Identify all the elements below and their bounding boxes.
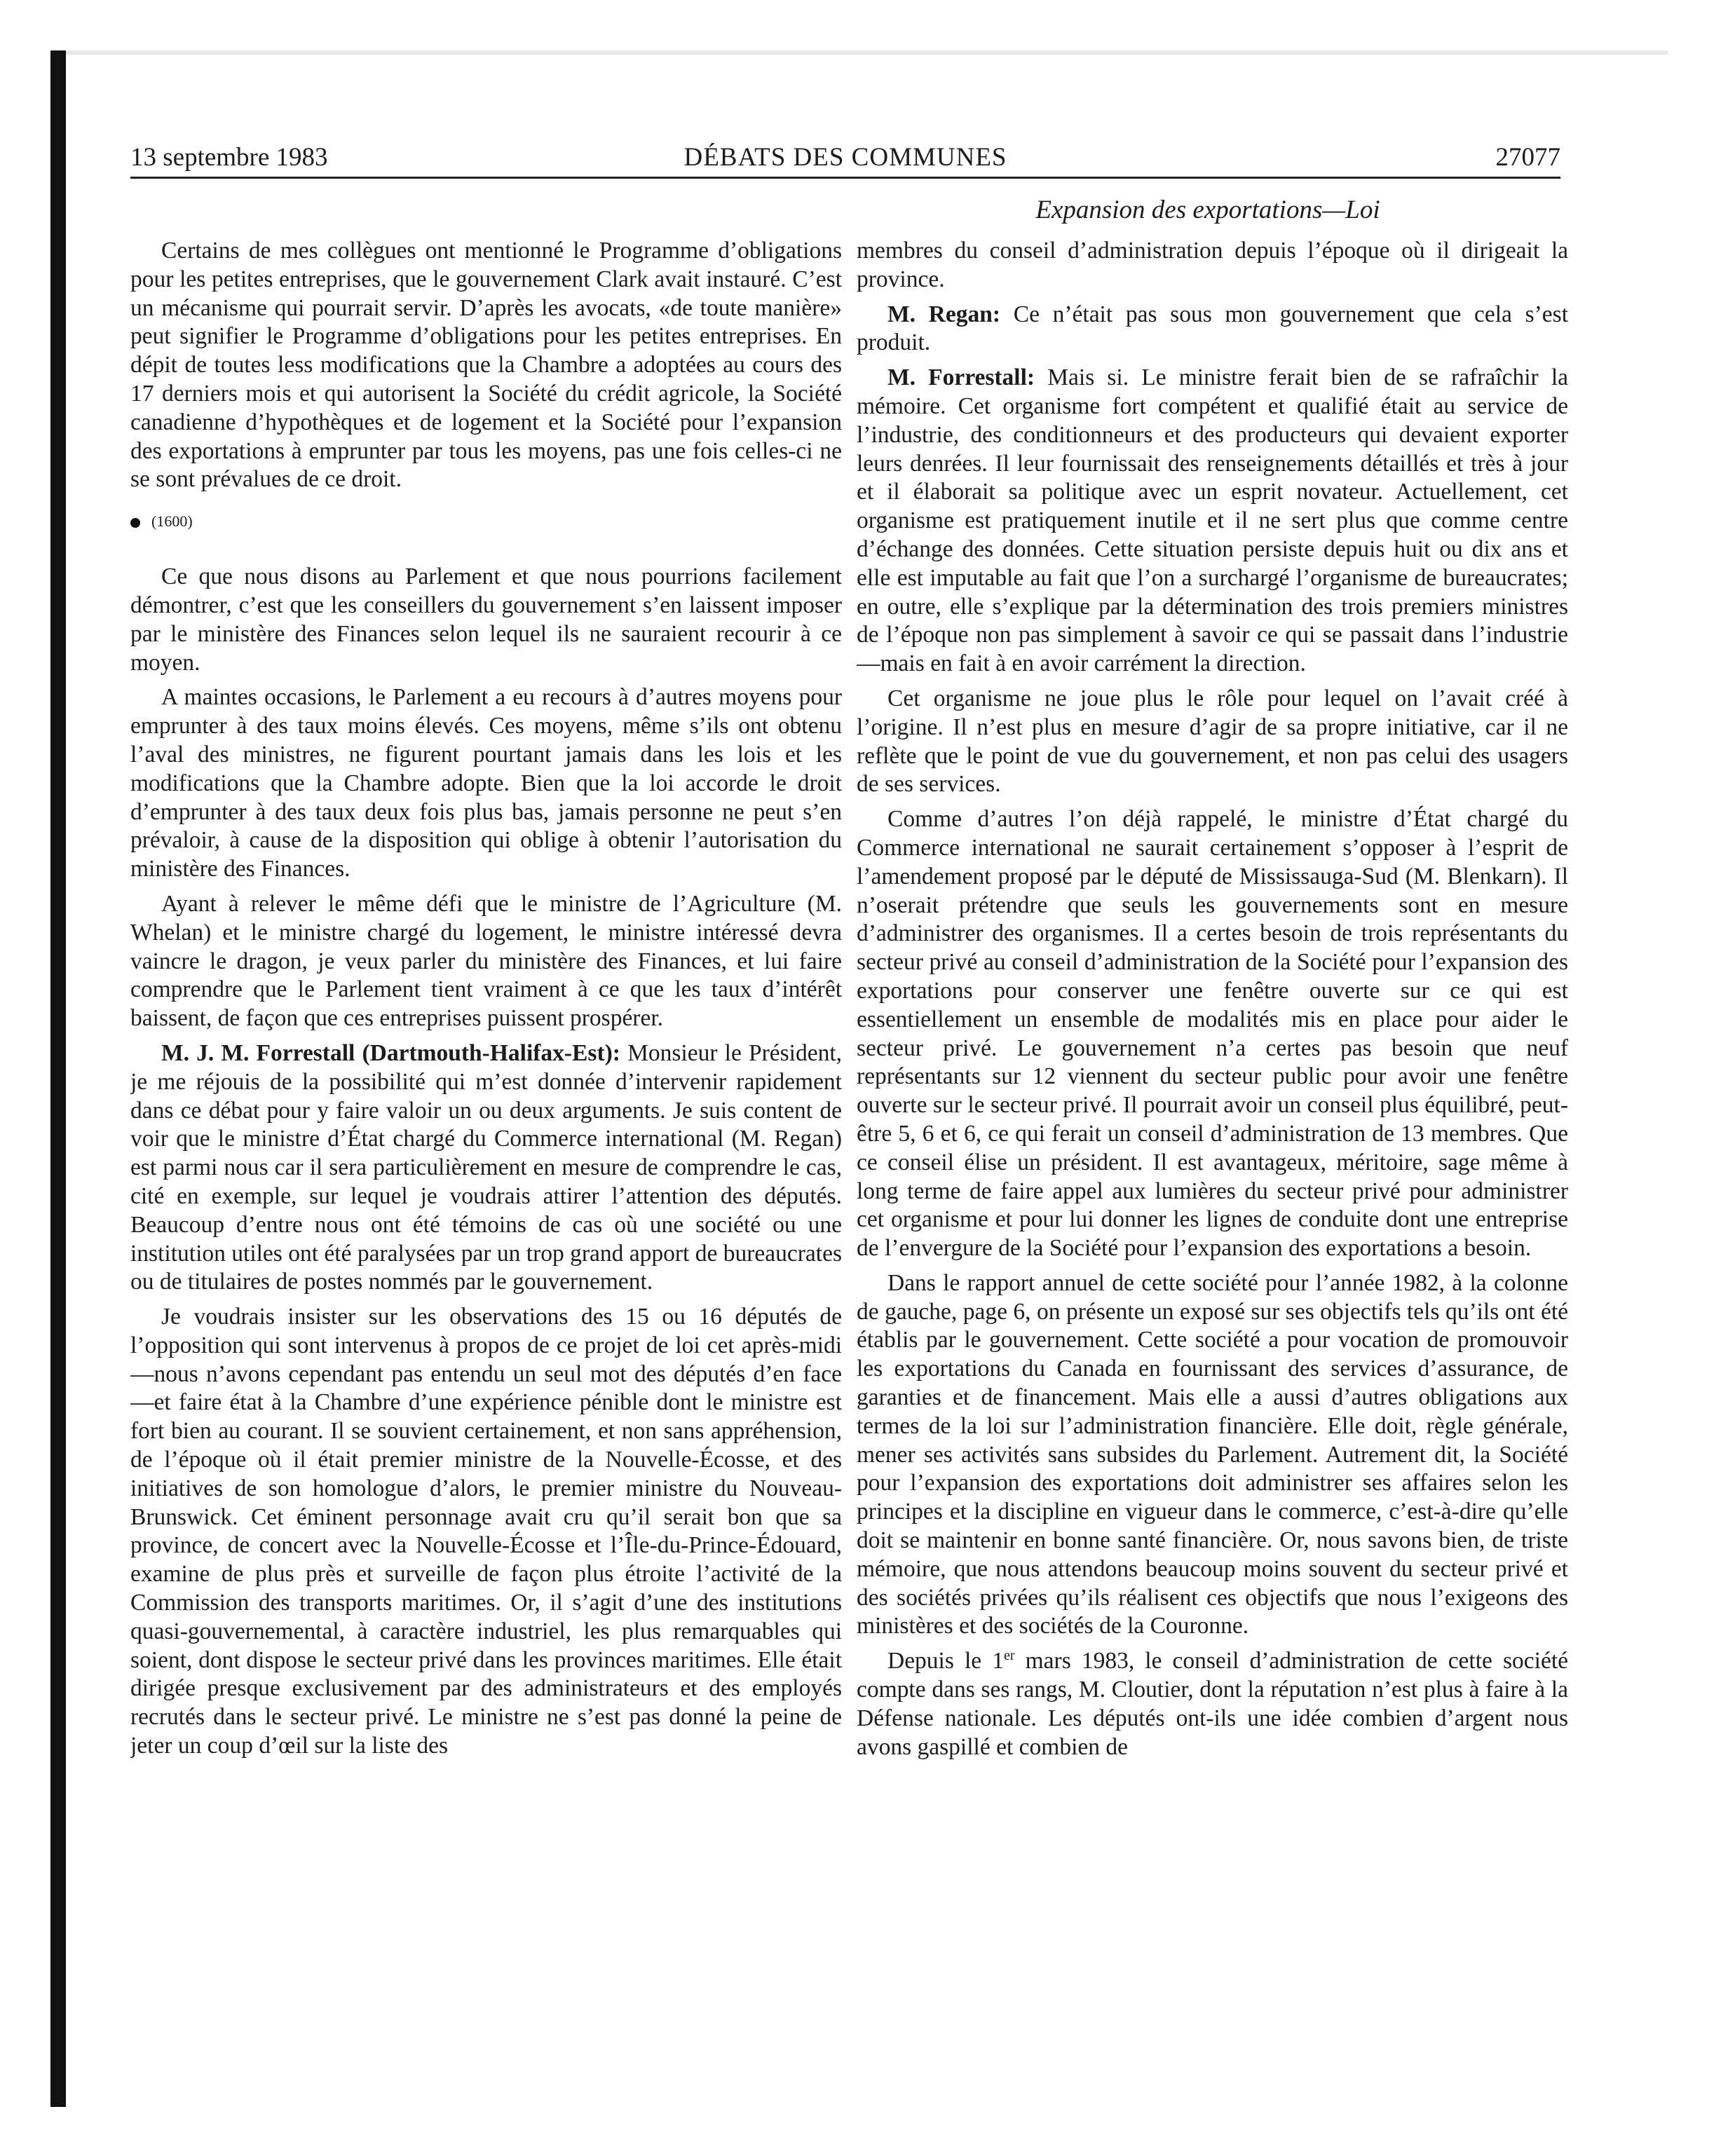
speaker-name: M. Forrestall: [887, 364, 1035, 391]
scan-binding-edge [50, 50, 66, 2107]
scan-top-edge [50, 50, 1668, 55]
paragraph: Je voudrais insister sur les observations des 15 ou 16 députés de l’opposition qui sont intervenus à propos de ce projet de loi cet après-midi—nous n’avons cependant pas entendu un seul mot des députés d’en face—et faire état à la Chambre d’une expérience pénible dont le ministre est fort bien au courant. Il se souvient certainement, et non sans appréhension, de l’époque où il était premier ministre de la Nouvelle-Écosse, et des initiatives de son homologue d’alors, le premier ministre du Nouveau-Brunswick. Cet éminent personnage avait cru qu’il serait bon que sa province, de concert avec la Nouvelle-Écosse et l’Île-du-Prince-Édouard, examine de plus près et surveille de façon plus étroite l’activité de la Commission des transports maritimes. Or, il s’agit d’une des institutions quasi-gouvernemental, à caractère industriel, les plus remarquables qui soient, dont dispose le secteur privé dans les provinces maritimes. Elle était dirigée presque exclusivement par des administrateurs et des employés recrutés dans le secteur privé. Le ministre ne s’est pas donné la peine de jeter un coup d’œil sur la liste des [130, 1304, 842, 1759]
publication-title: DÉBATS DES COMMUNES [683, 143, 1007, 172]
text-fragment: Depuis le 1 [887, 1648, 1004, 1674]
paragraph: Ce que nous disons au Parlement et que nous pourrions facilement démontrer, c’est que les conseillers du gouvernement s’en laissent imposer par le ministère des Finances selon lequel ils ne sauraient recourir à ce moyen. [130, 564, 842, 676]
paragraph: A maintes occasions, le Parlement a eu recours à d’autres moyens pour emprunter à des taux moins élevés. Ces moyens, même s’ils ont obtenu l’aval des ministres, ne figurent pourtant jamais dans les lois et les modifications que la Chambre adopte. Bien que la loi accorde le droit d’emprunter à des taux deux fois plus bas, jamais personne ne peut s’en prévaloir, à cause de la disposition qui oblige à obtenir l’autorisation du ministère des Finances. [130, 684, 842, 882]
paragraph: Cet organisme ne joue plus le rôle pour lequel on l’avait créé à l’origine. Il n’est plus en mesure d’agir de sa propre initiative, car il ne reflète que le point de vue du gouvernement, et non pas celui des usagers de ses services. [857, 685, 1568, 798]
speaker-name: M. Regan: [887, 301, 1001, 327]
paragraph [857, 1647, 1568, 1761]
page-number: 27077 [1495, 143, 1560, 172]
section-subheading: Expansion des exportations—Loi [1035, 196, 1380, 224]
paragraph-continued: membres du conseil d’administration depuis l’époque où il dirigeait la province. [857, 238, 1568, 292]
paragraph: Ayant à relever le même défi que le ministre de l’Agriculture (M. Whelan) et le ministre chargé du logement, le ministre intéressé devra vaincre le dragon, je veux parler du ministère des Finances, et lui faire comprendre que le Parlement tient vraiment à ce que les taux d’intérêt baissent, de façon que ces entreprises puissent prospérer. [130, 890, 842, 1032]
right-column [857, 237, 1568, 2059]
speech-text: Ce n’était pas sous mon gouvernement que cela s’est produit. [857, 301, 1568, 356]
speech-paragraph [857, 301, 1568, 358]
text-fragment: mars 1983, le conseil d’administration de cette société compte dans ses rangs, M. Cloutier, dont la réputation n’est plus à faire à la Défense nationale. Les députés ont-ils une idée combien d’argent nous avons gaspillé et combien de [857, 1648, 1568, 1760]
paragraph: Certains de mes collègues ont mentionné le Programme d’obligations pour les petites entreprises, que le gouvernement Clark avait instauré. C’est un mécanisme qui pourrait servir. D’après les avocats, «de toute manière» peut signifier le Programme d’obligations pour les petites entreprises. En dépit de toutes less modifications que la Chambre a adoptées au cours des 17 derniers mois et qui autorisent la Société du crédit agricole, la Société canadienne d’hypothèques et de logement et la Société pour l’expansion des exportations à emprunter par tous les moyens, pas une fois celles-ci ne se sont prévalues de ce droit. [130, 238, 842, 493]
bullet-icon [130, 518, 140, 528]
speaker-name: M. J. M. Forrestall (Dartmouth-Halifax-Est): [161, 1039, 620, 1066]
paragraph: Comme d’autres l’on déjà rappelé, le ministre d’État chargé du Commerce international ne saurait certainement s’opposer à l’esprit de l’amendement proposé par le député de Mississauga-Sud (M. Blenkarn). Il n’oserait prétendre que seuls les gouvernements sont en mesure d’administrer des organismes. Il a certes besoin de trois représentants du secteur privé au conseil d’administration de la Société pour l’expansion des exportations pour conserver une fenêtre ouverte sur ce qui est essentiellement un ensemble de modalités mis en place pour aider le secteur privé. Le gouvernement n’a certes pas besoin que neuf représentants sur 12 viennent du secteur public pour avoir une fenêtre ouverte sur le secteur privé. Il pourrait avoir un conseil plus équilibré, peut-être 5, 6 et 6, ce qui ferait un conseil d’administration de 13 membres. Que ce conseil élise un président. Il est avantageux, méritoire, sage même à long terme de faire appel aux lumières du secteur privé pour administrer cet organisme et pour lui donner les lignes de conduite dont une entreprise de l’envergure de la Société pour l’expansion des exportations a besoin. [857, 806, 1568, 1262]
speech-paragraph [857, 364, 1568, 678]
speech-paragraph [130, 1039, 842, 1297]
speech-text: Mais si. Le ministre ferait bien de se rafraîchir la mémoire. Cet organisme fort compétent et qualifié était au service de l’industrie, des conditionneurs et des producteurs qui devaient exporter leurs denrées. Il leur fournissait des renseignements détaillés et très à jour et il élaborait sa politique avec un esprit novateur. Actuellement, cet organisme est pratiquement inutile et il ne sert plus que comme centre d’échange des données. Cette situation persiste depuis huit ou dix ans et elle est imputable au fait que l’on a surchargé l’organisme de bureaucrates; en outre, elle s’explique par la détermination des trois premiers ministres de l’époque non pas simplement à savoir ce qui se passait dans l’industrie—mais en fait à en avoir carrément la direction. [857, 364, 1568, 677]
header-date: 13 septembre 1983 [130, 143, 328, 172]
time-marker [130, 511, 842, 532]
superscript: er [1004, 1648, 1015, 1664]
page-header [130, 140, 1560, 179]
time-marker-label: (1600) [151, 512, 193, 531]
speech-text: Monsieur le Président, je me réjouis de la possibilité qui m’est donnée d’intervenir rapidement dans ce débat pour y faire valoir un ou deux arguments. Je suis content de voir que le ministre d’État chargé du Commerce international (M. Regan) est parmi nous car il sera particulièrement en mesure de comprendre le cas, cité en exemple, sur lequel je voudrais attirer l’attention des députés. Beaucoup d’entre nous ont été témoins de cas où une société ou une institution utiles ont été paralysées par un trop grand apport de bureaucrates ou de titulaires de postes nommés par le gouvernement. [130, 1039, 842, 1295]
paragraph: Dans le rapport annuel de cette société pour l’année 1982, à la colonne de gauche, page 6, on présente un exposé sur ses objectifs tels qu’ils ont été établis par le gouvernement. Cette société a pour vocation de promouvoir les exportations du Canada en fournissant des services d’assurance, de garanties et de financement. Mais elle a aussi d’autres obligations aux termes de la loi sur l’administration financière. Elle doit, règle générale, mener ses activités sans subsides du Parlement. Autrement dit, la Société pour l’expansion des exportations doit administrer ses affaires selon les principes et la discipline en vigueur dans le commerce, c’est-à-dire qu’elle doit se maintenir en bonne santé financière. Or, nous savons bien, de triste mémoire, que nous attendons beaucoup moins souvent du secteur privé et des sociétés privées qu’ils réalisent ces objectifs que nous l’exigeons des ministères et des sociétés de la Couronne. [857, 1269, 1568, 1639]
left-column [130, 237, 842, 2059]
